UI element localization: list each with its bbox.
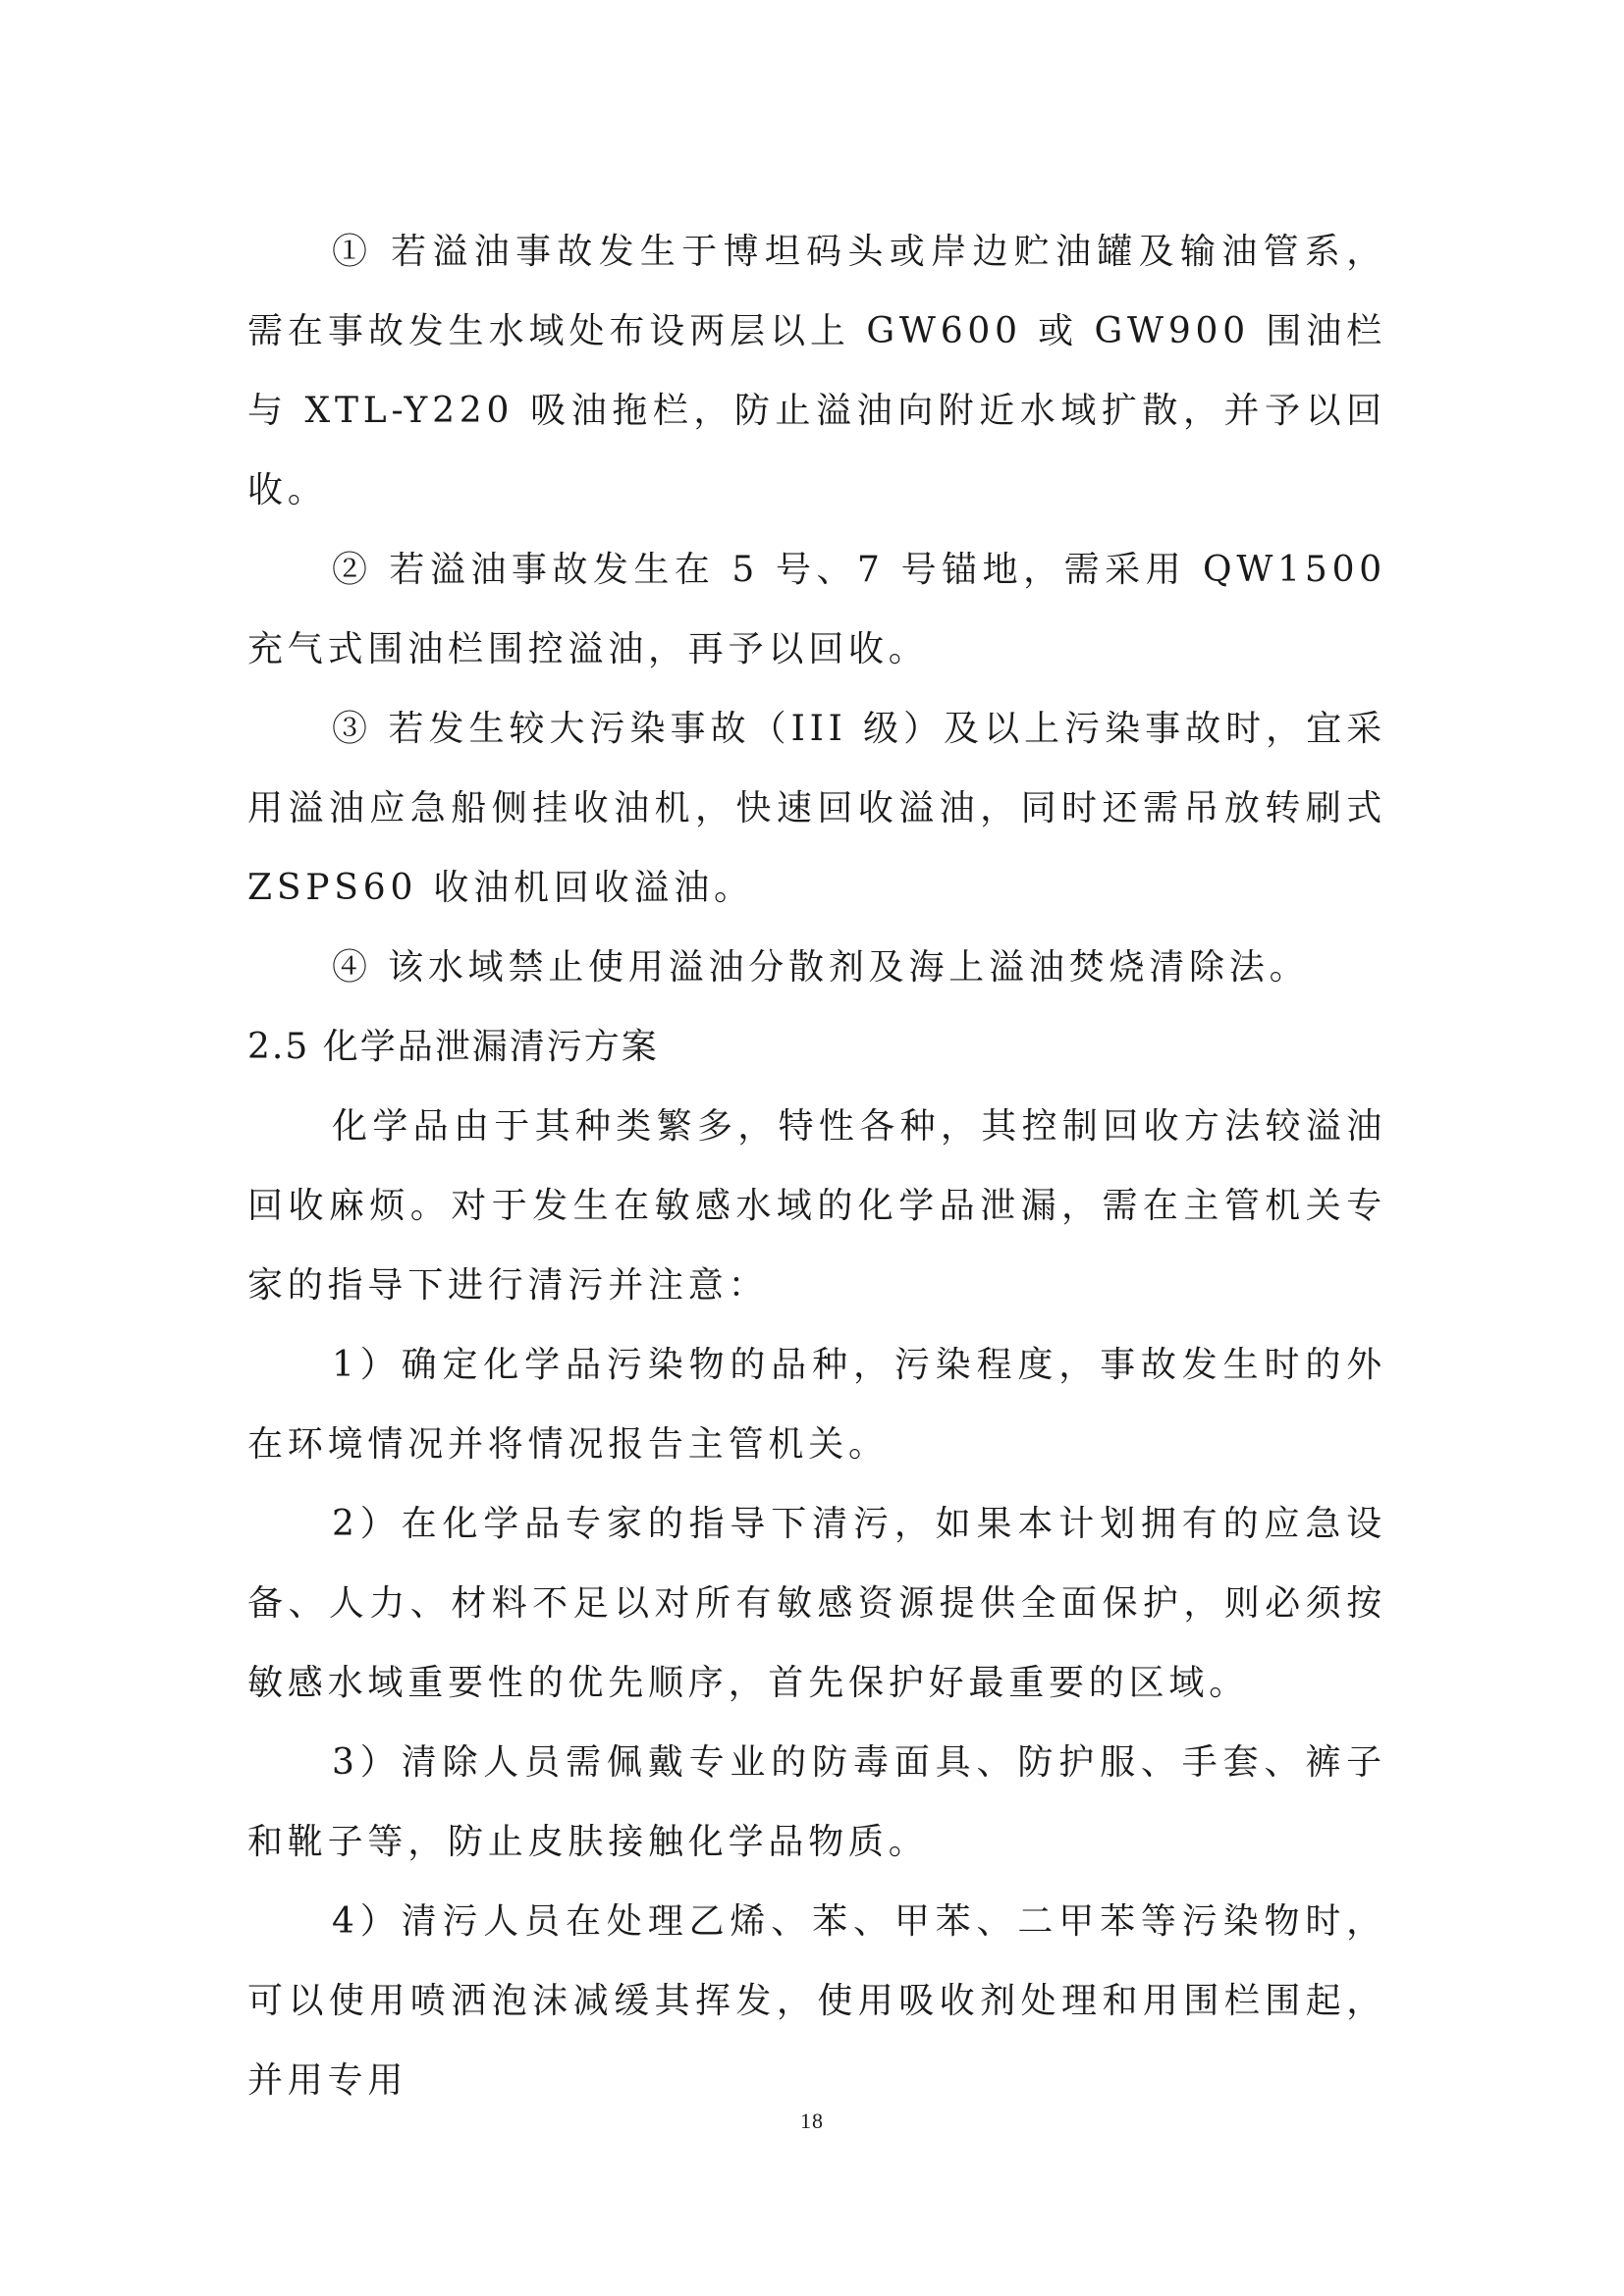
paragraph-step-3: 3）清除人员需佩戴专业的防毒面具、防护服、手套、裤子和靴子等，防止皮肤接触化学品物质。 [247,1742,1386,1862]
paragraph-step-2: 2）在化学品专家的指导下清污，如果本计划拥有的应急设备、人力、材料不足以对所有敏感资源提供全面保护，则必须按敏感水域重要性的优先顺序，首先保护好最重要的区域。 [247,1504,1386,1703]
paragraph-item-3: ③ 若发生较大污染事故（III 级）及以上污染事故时，宜采用溢油应急船侧挂收油机，快速回收溢油，同时还需吊放转刷式 ZSPS60 收油机回收溢油。 [247,709,1386,908]
paragraph-item-2: ② 若溢油事故发生在 5 号、7 号锚地，需采用 QW1500 充气式围油栏围控溢油，再予以回收。 [247,550,1386,669]
paragraph-item-1: ① 若溢油事故发生于博坦码头或岸边贮油罐及输油管系，需在事故发生水域处布设两层以上 GW600 或 GW900 围油栏与 XTL-Y220 吸油拖栏，防止溢油向附近水域扩散，并予以回收。 [247,232,1386,510]
document-body [247,212,1386,2120]
paragraph-intro: 化学品由于其种类繁多，特性各种，其控制回收方法较溢油回收麻烦。对于发生在敏感水域的化学品泄漏，需在主管机关专家的指导下进行清污并注意： [247,1106,1386,1306]
paragraph-step-1: 1）确定化学品污染物的品种，污染程度，事故发生时的外在环境情况并将情况报告主管机关。 [247,1345,1386,1465]
section-heading: 2.5 化学品泄漏清污方案 [247,1027,659,1067]
paragraph-step-4: 4）清污人员在处理乙烯、苯、甲苯、二甲苯等污染物时，可以使用喷洒泡沫减缓其挥发，使用吸收剂处理和用围栏围起，并用专用 [247,1901,1386,2101]
page-number: 18 [800,2109,824,2133]
paragraph-item-4: ④ 该水域禁止使用溢油分散剂及海上溢油焚烧清除法。 [332,947,1310,988]
